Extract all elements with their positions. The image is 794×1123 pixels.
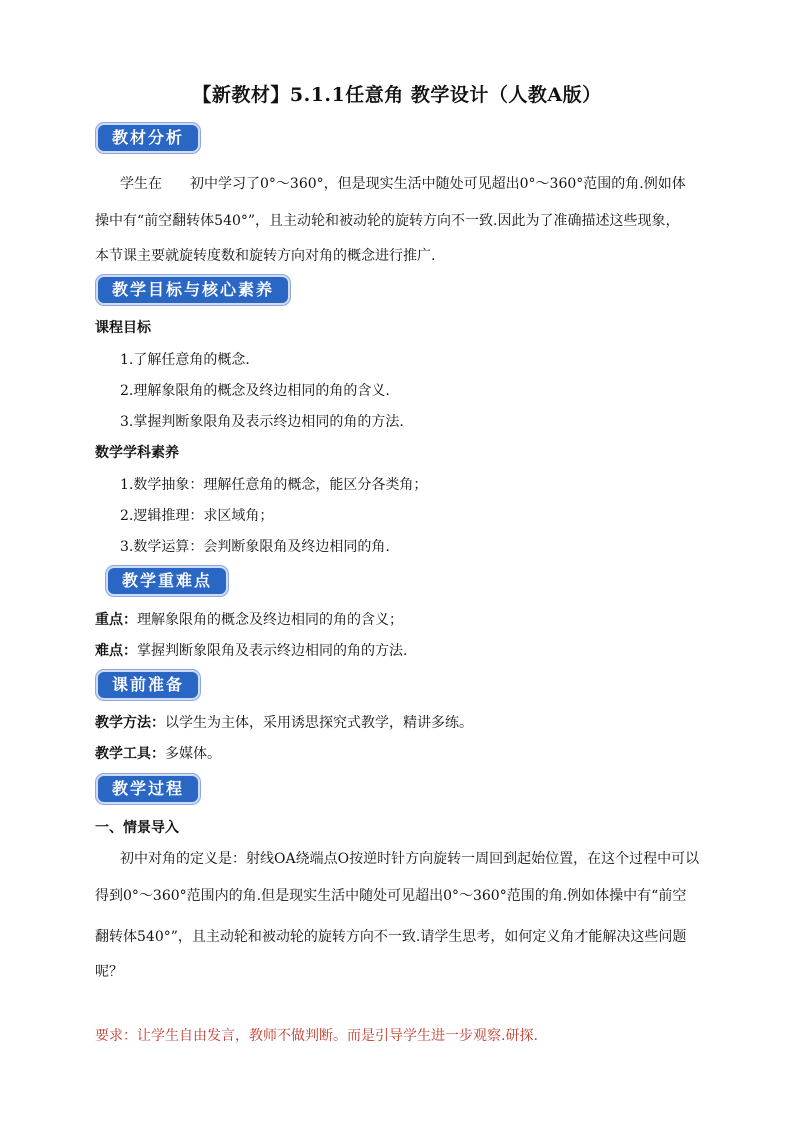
difficult-point-text: 掌握判断象限角及表示终边相同的角的方法. (137, 643, 408, 659)
literacy-heading: 数学学科素养 (95, 445, 179, 461)
section-badge-process: 教学过程 (98, 776, 198, 802)
course-goals-heading: 课程目标 (95, 320, 151, 336)
teaching-tools-text: 多媒体。 (165, 746, 221, 762)
course-goal-item: 1.了解任意角的概念. (120, 352, 250, 368)
section-badge-analysis: 教材分析 (98, 125, 198, 151)
page-title: 【新教材】5.1.1任意角 教学设计（人教A版） (192, 84, 602, 106)
course-goal-item: 2.理解象限角的概念及终边相同的角的含义. (120, 383, 390, 399)
intro-line: 呢？ (95, 964, 123, 980)
section-badge-key-points: 教学重难点 (108, 568, 226, 594)
analysis-line: 本节课主要就旋转度数和旋转方向对角的概念进行推广. (95, 248, 436, 264)
difficult-point-label: 难点： (95, 643, 137, 659)
key-point-label: 重点： (95, 612, 137, 628)
teaching-tools-line (95, 744, 221, 764)
section-badge-objectives: 教学目标与核心素养 (98, 277, 288, 303)
teaching-tools-label: 教学工具： (95, 746, 165, 762)
key-point-text: 理解象限角的概念及终边相同的角的含义； (137, 612, 403, 628)
course-goal-item: 3.掌握判断象限角及表示终边相同的角的方法. (120, 414, 404, 430)
requirement-note: 要求：让学生自由发言，教师不做判断。而是引导学生进一步观察.研探. (95, 1028, 538, 1044)
teaching-method-text: 以学生为主体，采用诱思探究式教学，精讲多练。 (165, 715, 473, 731)
literacy-item: 1.数学抽象：理解任意角的概念，能区分各类角； (120, 477, 428, 493)
section-badge-preparation: 课前准备 (98, 672, 198, 698)
key-point-line (95, 610, 403, 630)
analysis-line: 学生在 初中学习了0°～360°，但是现实生活中随处可见超出0°～360°范围的角.例如体 (120, 176, 686, 192)
teaching-method-line (95, 713, 473, 733)
intro-line: 翻转体540°”，且主动轮和被动轮的旋转方向不一致.请学生思考，如何定义角才能解决这些问题 (95, 929, 687, 945)
difficult-point-line (95, 641, 407, 661)
intro-line: 得到0°～360°范围内的角.但是现实生活中随处可见超出0°～360°范围的角.例如体操中有“前空 (95, 888, 687, 904)
intro-line: 初中对角的定义是：射线OA绕端点O按逆时针方向旋转一周回到起始位置，在这个过程中可以 (120, 851, 700, 867)
intro-heading: 一、情景导入 (95, 820, 179, 836)
literacy-item: 2.逻辑推理：求区域角； (120, 508, 274, 524)
teaching-method-label: 教学方法： (95, 715, 165, 731)
analysis-line: 操中有“前空翻转体540°”，且主动轮和被动轮的旋转方向不一致.因此为了准确描述这些现象， (95, 213, 680, 229)
literacy-item: 3.数学运算：会判断象限角及终边相同的角. (120, 539, 390, 555)
